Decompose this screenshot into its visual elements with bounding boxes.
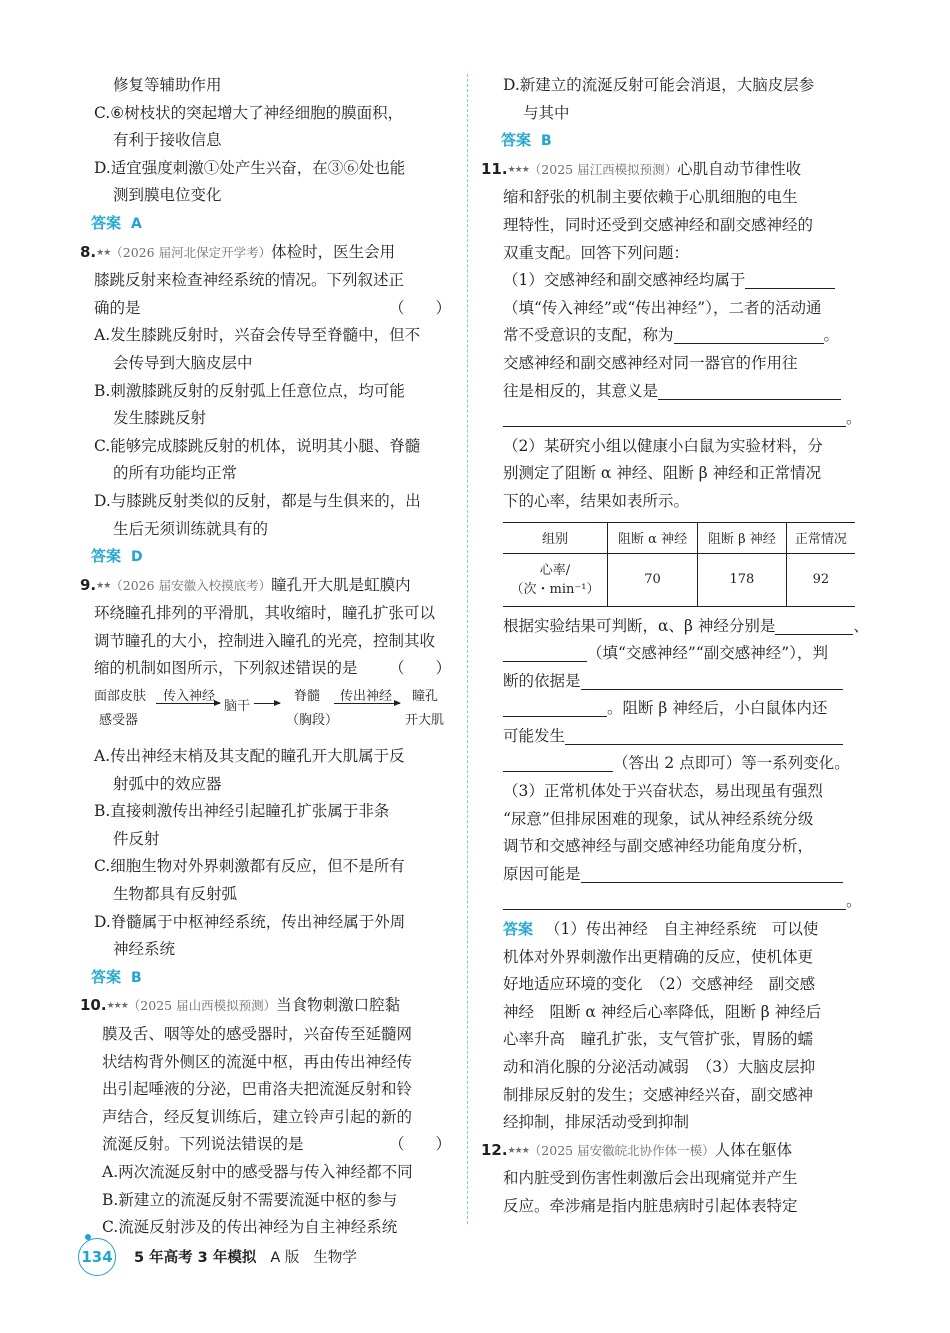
- book-subject: 生物学: [313, 1250, 357, 1266]
- q11-part1-text: 常不受意识的支配，称为: [503, 326, 674, 345]
- q11-part1-text: 往是相反的，其意义是: [503, 381, 659, 400]
- q9-option-b: B.直接刺激传出神经引起瞳孔扩张属于非条: [94, 802, 390, 821]
- q10-option-c: C.流涎反射涉及的传出神经为自主神经系统: [102, 1218, 398, 1237]
- q9-stem-text: 缩的机制如图所示，下列叙述错误的是: [94, 659, 358, 678]
- answer-paren: （ ）: [388, 298, 451, 317]
- flow-arrow-icon: [254, 703, 280, 704]
- q11-stem-text: 心肌自动节律性收: [677, 159, 802, 178]
- q7-answer: [80, 210, 455, 239]
- row-label-unit: （次・min⁻¹）: [510, 581, 600, 597]
- q12-stem-text: 和内脏受到伤害性刺激后会出现痛觉并产生: [503, 1169, 798, 1188]
- page-number: 134: [78, 1238, 116, 1276]
- q8-option-b: B.刺激膝跳反射的反射弧上任意位点，均可能: [94, 381, 405, 400]
- q11-part2-text: 根据实验结果可判断，α、β 神经分别是: [503, 616, 776, 635]
- q12-stem: [481, 1137, 857, 1166]
- answer-blank[interactable]: [745, 270, 835, 289]
- answer-label: 答案: [501, 131, 532, 150]
- flow-node-spinal-cord: （胸段）: [286, 713, 339, 729]
- answer-blank[interactable]: [658, 381, 841, 400]
- answer-text: （1）传出神经 自主神经系统 可以使: [545, 920, 819, 939]
- q11-stem-text: 双重支配。回答下列问题：: [503, 243, 690, 262]
- q11-answer: [481, 916, 857, 944]
- heart-rate-table: [503, 522, 855, 607]
- q8-stem-text: 膝跳反射来检查神经系统的情况。下列叙述正: [94, 271, 405, 290]
- q11-part1-line: [481, 378, 857, 406]
- q10-stem-text: 出引起唾液的分泌，巴甫洛夫把流涎反射和铃: [102, 1080, 413, 1099]
- answer-blank[interactable]: [565, 726, 843, 745]
- q11-stem-text: 理特性，同时还受到交感神经和副交感神经的: [503, 215, 814, 234]
- difficulty-stars-icon: ★★★: [507, 1145, 529, 1156]
- flow-arrow-icon: [334, 703, 400, 704]
- q10-answer: [481, 127, 857, 156]
- q9-stem-last: [80, 655, 455, 683]
- q10-stem-text: 膜及舌、咽等处的感受器时，兴奋传至延髓网: [102, 1025, 413, 1043]
- q7-option-c: C.⑥树枝状的突起增大了神经细胞的膜面积，: [94, 103, 404, 122]
- table-header: 组别: [503, 522, 608, 553]
- q11-part1-text: 交感神经和副交感神经对同一器官的作用往: [503, 353, 798, 372]
- q8-stem: [80, 239, 455, 268]
- answer-label: 答案: [503, 920, 534, 939]
- q11-part2-text: 断的依据是: [503, 671, 581, 690]
- difficulty-stars-icon: ★★★: [507, 164, 529, 175]
- flow-node-skin-receptor: 面部皮肤: [94, 689, 147, 705]
- question-number: 9.: [80, 575, 97, 594]
- table-cell: 92: [786, 553, 855, 606]
- question-source: （2025 届山西模拟预测）: [127, 998, 277, 1014]
- q11-part2-text: 别测定了阻断 α 神经、阻断 β 神经和正常情况: [503, 464, 822, 483]
- q11-part1-line: [481, 322, 857, 350]
- answer-label: 答案: [91, 213, 122, 232]
- q10-stem-last: [80, 1131, 455, 1159]
- question-number: 8.: [80, 242, 97, 261]
- difficulty-stars-icon: ★★: [96, 247, 111, 258]
- answer-value: A: [131, 215, 142, 232]
- q9-option-text: 件反射: [113, 829, 160, 848]
- q9-stem: [80, 572, 455, 601]
- question-source: （2026 届河北保定开学考）: [110, 244, 272, 260]
- flow-node-pupil-muscle: 瞳孔: [412, 689, 439, 705]
- punctuation: 、: [853, 616, 869, 635]
- punctuation: 。: [846, 409, 862, 428]
- q9-stem-text: 调节瞳孔的大小，控制进入瞳孔的光亮，控制其收: [94, 631, 436, 650]
- answer-text: 经抑制，排尿活动受到抑制: [503, 1113, 690, 1132]
- punctuation: 。: [823, 326, 840, 345]
- answer-blank[interactable]: [775, 616, 853, 635]
- q11-part3-line: [481, 861, 857, 889]
- question-source: （2025 届安徽皖北协作体一模）: [528, 1142, 715, 1158]
- q11-part2-line: [481, 750, 857, 778]
- q8-stem-text: 体检时，医生会用: [271, 242, 396, 261]
- answer-blank[interactable]: [503, 891, 846, 910]
- q9-option-text: 生物都具有反射弧: [113, 885, 238, 904]
- answer-value: B: [131, 969, 142, 986]
- answer-blank[interactable]: [581, 864, 843, 883]
- q11-part2-line: [481, 723, 857, 751]
- q8-answer: [80, 543, 455, 572]
- q10-option-d: D.新建立的流涎反射可能会消退，大脑皮层参: [503, 76, 815, 94]
- q11-part2-text: （填“交感神经”“副交感神经”），判: [587, 644, 828, 663]
- q10-stem: [80, 992, 455, 1021]
- q11-part1-line: [481, 405, 862, 433]
- q11-part1-text: （1）交感神经和副交感神经均属于: [503, 271, 746, 290]
- q10-stem-text: 声结合，经反复训练后，建立铃声引起的新的: [102, 1107, 413, 1126]
- q9-option-c: C.细胞生物对外界刺激都有反应，但不是所有: [94, 857, 405, 876]
- reflex-flow-diagram: [94, 683, 455, 743]
- q11-part2-text: 。阻断 β 神经后，小白鼠体内还: [607, 699, 828, 718]
- question-number: 10.: [80, 996, 107, 1015]
- left-column: [80, 72, 455, 1242]
- answer-blank[interactable]: [503, 408, 846, 427]
- q10-stem-text: 流涎反射。下列说法错误的是: [102, 1135, 304, 1154]
- q11-part3-text: “尿意”但排尿困难的现象，试从神经系统分级: [503, 809, 814, 828]
- q7-text-line: 修复等辅助作用: [113, 76, 222, 94]
- q10-stem-text: 当食物刺激口腔黏: [276, 996, 401, 1015]
- q9-option-a: A.传出神经末梢及其支配的瞳孔开大肌属于反: [94, 747, 405, 766]
- answer-blank[interactable]: [503, 698, 607, 717]
- q8-option-a: A.发生膝跳反射时，兴奋会传导至脊髓中，但不: [94, 326, 421, 345]
- q11-part2-line: [481, 640, 857, 668]
- table-header: 阻断 α 神经: [608, 522, 698, 553]
- flow-arrow-label: 传入神经: [163, 689, 216, 705]
- q12-stem-text: 反应。牵涉痛是指内脏患病时引起体表特定: [503, 1196, 798, 1215]
- q10-option-a: A.两次流涎反射中的感受器与传入神经都不同: [102, 1162, 413, 1181]
- table-cell: 178: [698, 553, 787, 606]
- table-header: 阻断 β 神经: [698, 522, 787, 553]
- q8-option-text: 的所有功能均正常: [113, 464, 238, 483]
- answer-value: D: [131, 549, 143, 566]
- q8-option-d: D.与膝跳反射类似的反射，都是与生俱来的，出: [94, 491, 421, 510]
- q8-stem-text: 确的是: [94, 298, 141, 317]
- answer-text: 神经 阻断 α 神经后心率降低，阻断 β 神经后: [503, 1002, 822, 1021]
- q11-stem: [481, 156, 857, 185]
- q9-stem-text: 瞳孔开大肌是虹膜内: [271, 575, 411, 594]
- flow-arrow-icon: [156, 703, 220, 704]
- q11-part2-text: （答出 2 点即可）等一系列变化。: [613, 754, 850, 773]
- q11-part2-text: （2）某研究小组以健康小白鼠为实验材料，分: [503, 436, 823, 455]
- answer-blank[interactable]: [581, 671, 843, 690]
- table-header-row: [503, 522, 855, 553]
- q11-part3-line: [481, 888, 862, 916]
- q7-text-line: 测到膜电位变化: [113, 186, 222, 205]
- q11-stem-text: 缩和舒张的机制主要依赖于心肌细胞的电生: [503, 188, 798, 207]
- punctuation: 。: [846, 892, 862, 911]
- answer-text: 机体对外界刺激作出更精确的反应，使机体更: [503, 947, 814, 966]
- answer-blank[interactable]: [503, 753, 613, 772]
- difficulty-stars-icon: ★★★: [106, 1001, 128, 1012]
- q9-answer: [80, 964, 455, 993]
- q8-option-text: 发生膝跳反射: [113, 409, 207, 428]
- flow-node-spinal-cord: 脊髓: [294, 689, 321, 705]
- difficulty-stars-icon: ★★: [96, 580, 111, 591]
- flow-node-skin-receptor: 感受器: [99, 713, 139, 729]
- q12-stem-text: 人体在躯体: [714, 1140, 793, 1159]
- q11-part2-line: [481, 695, 857, 723]
- answer-text: 好地适应环境的变化 （2）交感神经 副交感: [503, 975, 816, 994]
- answer-text: 制排尿反射的发生；交感神经兴奋，副交感神: [503, 1085, 814, 1104]
- table-row-label: [503, 553, 608, 606]
- q10-option-b: B.新建立的流涎反射不需要流涎中枢的参与: [102, 1190, 398, 1209]
- answer-text: 动和消化腺的分泌活动减弱 （3）大脑皮层抑: [503, 1058, 816, 1076]
- answer-paren: （ ）: [388, 1135, 451, 1154]
- q10-stem-text: 状结构背外侧区的流涎中枢，再由传出神经传: [102, 1052, 413, 1071]
- q11-part2-line: [481, 668, 857, 696]
- answer-text: 心率升高 瞳孔扩张，支气管扩张，胃肠的蠕: [503, 1030, 814, 1049]
- q11-part3-text: 原因可能是: [503, 864, 581, 883]
- answer-blank[interactable]: [674, 325, 824, 344]
- q11-part3-text: （3）正常机体处于兴奋状态，易出现虽有强烈: [503, 782, 823, 801]
- q9-stem-text: 环绕瞳孔排列的平滑肌，其收缩时，瞳孔扩张可以: [94, 604, 436, 623]
- answer-value: B: [541, 133, 552, 150]
- answer-label: 答案: [91, 547, 122, 566]
- column-divider: [467, 74, 468, 1224]
- q9-option-d: D.脊髓属于中枢神经系统，传出神经属于外周: [94, 912, 406, 931]
- q10-option-text: 与其中: [523, 103, 570, 122]
- book-edition: A 版: [270, 1250, 300, 1266]
- q9-option-text: 神经系统: [113, 940, 176, 959]
- q11-part3-text: 调节和交感神经与副交感神经功能角度分析，: [503, 837, 814, 856]
- q7-text-line: 有利于接收信息: [113, 131, 222, 150]
- answer-paren: （ ）: [388, 659, 451, 678]
- flow-node-brainstem: 脑干: [224, 699, 251, 715]
- q8-option-text: 会传导到大脑皮层中: [113, 353, 253, 372]
- answer-blank[interactable]: [503, 643, 587, 662]
- flow-node-pupil-muscle: 开大肌: [405, 713, 445, 729]
- question-source: （2026 届安徽入校摸底考）: [110, 577, 272, 593]
- q8-stem-last: [80, 295, 455, 323]
- table-cell: 70: [608, 553, 698, 606]
- q11-part2-text: 下的心率，结果如表所示。: [503, 491, 690, 510]
- right-column: [481, 72, 869, 1221]
- flow-arrow-label: 传出神经: [340, 689, 393, 705]
- table-header: 正常情况: [786, 522, 855, 553]
- q11-part1-text: （填“传入神经”或“传出神经”），二者的活动通: [503, 298, 822, 317]
- question-source: （2025 届江西模拟预测）: [528, 161, 678, 177]
- q9-option-text: 射弧中的效应器: [113, 774, 222, 793]
- table-row: [503, 553, 855, 606]
- book-title: 5 年高考 3 年模拟: [134, 1250, 257, 1266]
- answer-label: 答案: [91, 967, 122, 986]
- q7-option-d: D.适宜强度刺激①处产生兴奋，在③⑥处也能: [94, 158, 406, 177]
- q8-option-c: C.能够完成膝跳反射的机体，说明其小腿、脊髓: [94, 436, 421, 455]
- book-title-line: [134, 1246, 357, 1267]
- q11-part2-text: 可能发生: [503, 726, 566, 745]
- q11-part1-line: [481, 267, 857, 295]
- q11-part2-line: [481, 613, 869, 641]
- row-label-text: 心率/: [539, 562, 571, 578]
- q8-option-text: 生后无须训练就具有的: [113, 519, 269, 538]
- question-number: 12.: [481, 1140, 508, 1159]
- question-number: 11.: [481, 159, 508, 178]
